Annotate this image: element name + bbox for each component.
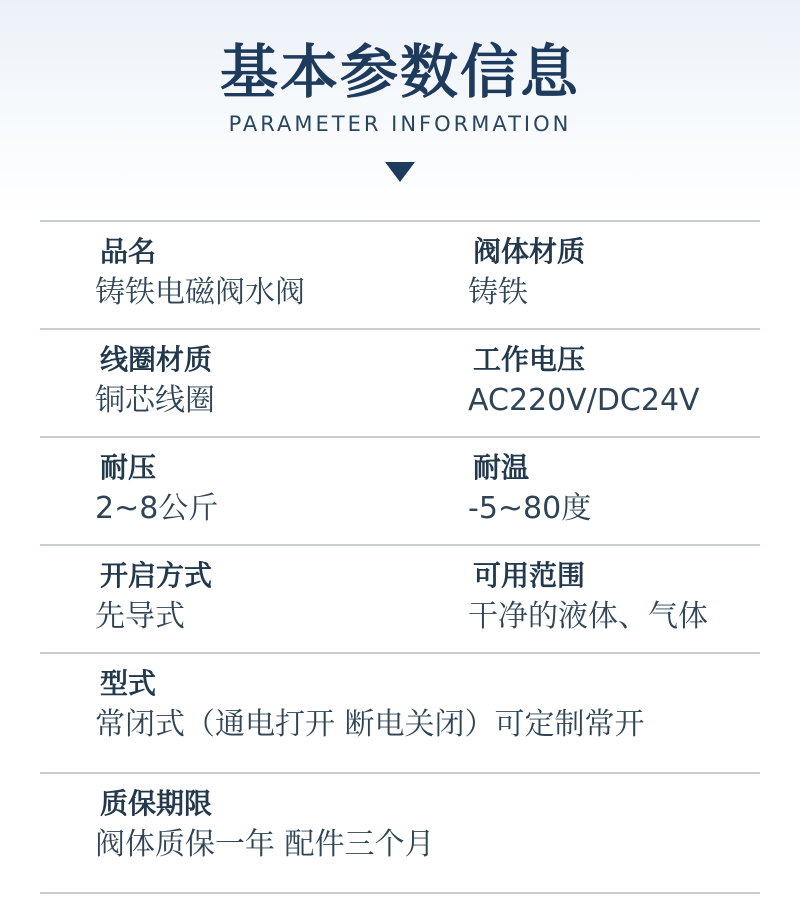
param-label: 耐温 xyxy=(473,451,530,484)
param-label: 品名 xyxy=(100,235,157,268)
page-title: 基本参数信息 xyxy=(219,38,580,106)
param-cell-type xyxy=(40,668,760,742)
param-cell-coil-material xyxy=(40,344,468,418)
param-cell-product-name xyxy=(40,236,468,310)
param-value: AC220V/DC24V xyxy=(468,383,700,418)
param-value: 铸铁电磁阀水阀 xyxy=(95,275,305,310)
table-row-product-name xyxy=(40,222,760,330)
table-row-pressure-temperature xyxy=(40,438,760,546)
param-label: 工作电压 xyxy=(473,343,586,376)
param-label: 线圈材质 xyxy=(100,343,213,376)
param-value: 常闭式（通电打开 断电关闭）可定制常开 xyxy=(95,707,645,742)
param-label: 阀体材质 xyxy=(473,235,586,268)
param-value: 先导式 xyxy=(95,599,185,634)
param-value: 阀体质保一年 配件三个月 xyxy=(95,827,435,862)
page-subtitle: PARAMETER INFORMATION xyxy=(228,112,572,136)
param-label: 型式 xyxy=(100,667,157,700)
param-value: -5~80度 xyxy=(468,491,592,526)
param-label: 质保期限 xyxy=(100,787,213,820)
table-row-type xyxy=(40,654,760,774)
param-label: 耐压 xyxy=(100,451,157,484)
param-cell-usable-range xyxy=(468,560,760,634)
param-value: 2~8公斤 xyxy=(95,491,219,526)
param-label: 开启方式 xyxy=(100,559,213,592)
param-cell-pressure xyxy=(40,452,468,526)
table-row-coil-voltage xyxy=(40,330,760,438)
param-cell-body-material xyxy=(468,236,760,310)
table-row-opening-range xyxy=(40,546,760,654)
param-value: 铜芯线圈 xyxy=(95,383,215,418)
param-cell-opening-method xyxy=(40,560,468,634)
param-label: 可用范围 xyxy=(473,559,586,592)
param-cell-warranty xyxy=(40,788,760,862)
table-row-warranty xyxy=(40,774,760,894)
parameter-table xyxy=(40,220,760,894)
param-cell-working-voltage xyxy=(468,344,760,418)
page-header xyxy=(0,0,800,182)
triangle-down-icon xyxy=(385,162,415,182)
param-value: 干净的液体、气体 xyxy=(468,599,708,634)
param-value: 铸铁 xyxy=(468,275,528,310)
param-cell-temperature xyxy=(468,452,760,526)
